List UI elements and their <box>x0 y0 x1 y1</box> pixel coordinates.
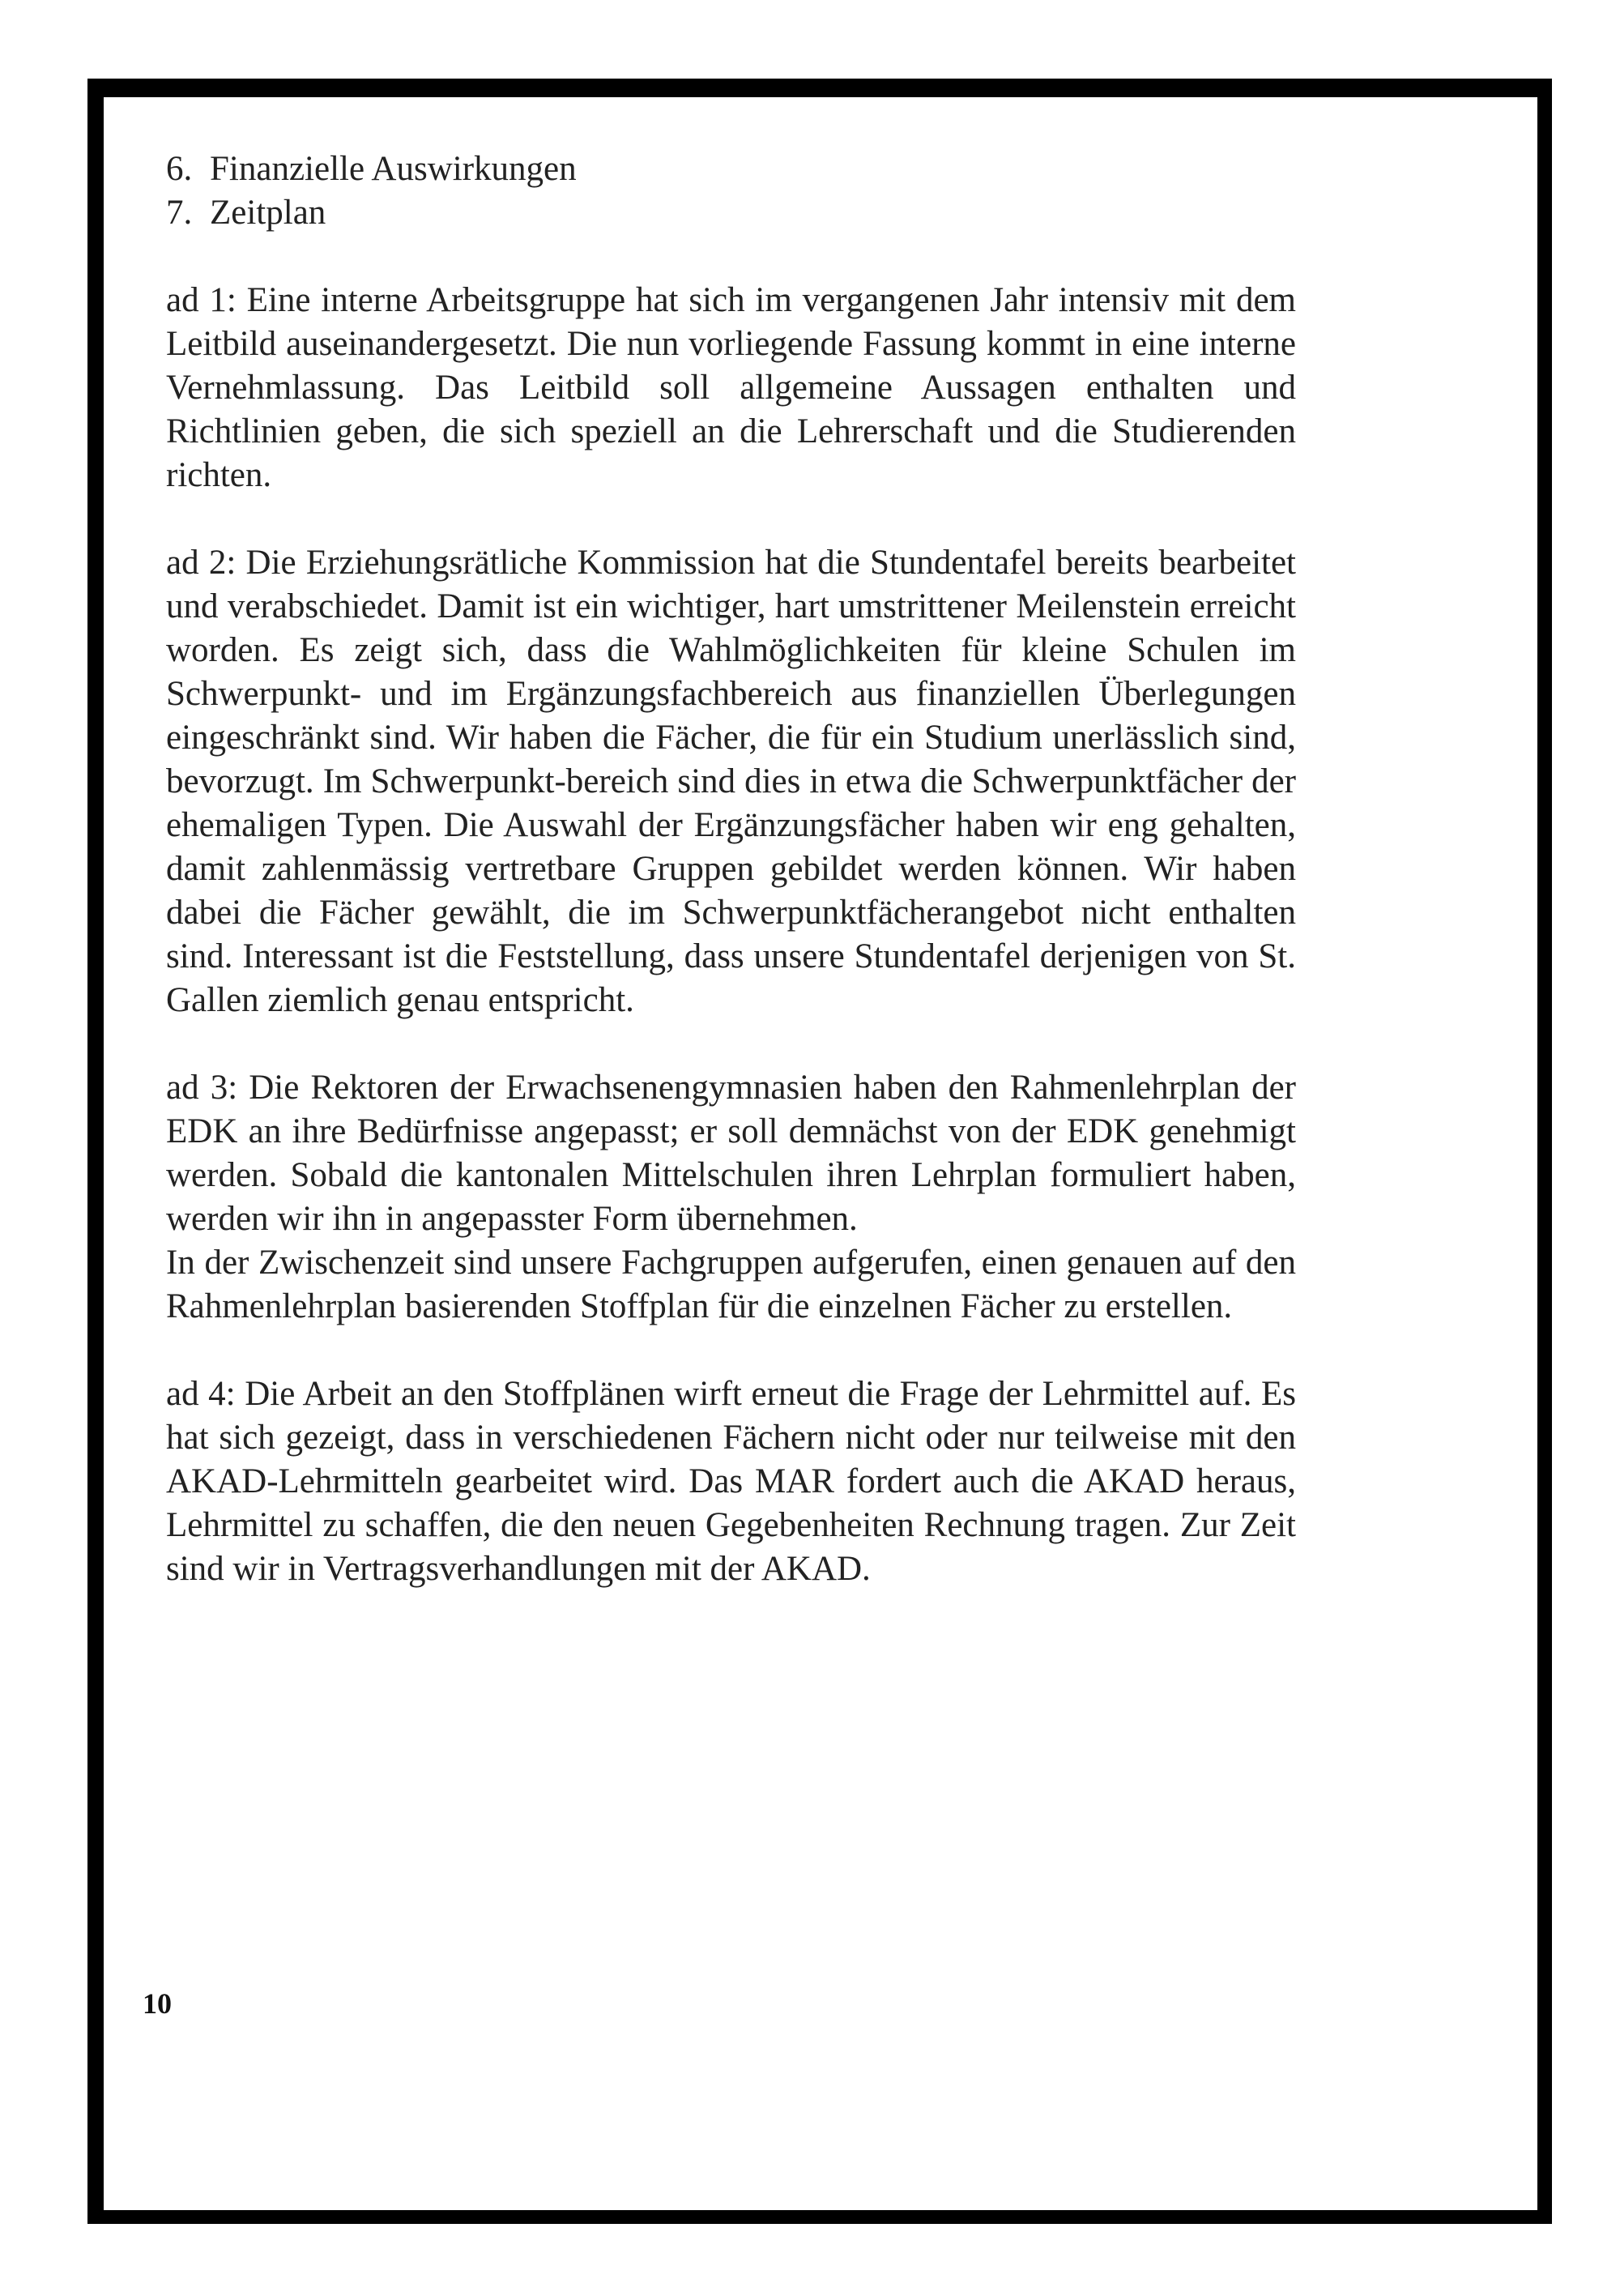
list-label: Zeitplan <box>210 194 326 232</box>
document-body <box>166 147 1296 1591</box>
spacer <box>166 1329 1296 1372</box>
list-item <box>166 191 1296 235</box>
paragraph-ad3-continued: In der Zwischenzeit sind unsere Fachgruppen aufgerufen, einen genauen auf den Rahmenlehrplan basierenden Stoffplan für die einzelnen Fächer zu erstellen. <box>166 1244 1296 1325</box>
spacer <box>166 497 1296 541</box>
list-item <box>166 147 1296 191</box>
agenda-list <box>166 147 1296 235</box>
paragraph-ad3: ad 3: Die Rektoren der Erwachsenengymnasien haben den Rahmenlehrplan der EDK an ihre Bedürfnisse angepasst; er soll demnächst von der EDK genehmigt werden. Sobald die kantonalen Mittelschulen ihren Lehrplan formuliert haben, werden wir ihn in angepasster Form übernehmen. <box>166 1069 1296 1238</box>
paragraph-ad2: ad 2: Die Erziehungsrätliche Kommission hat die Stundentafel bereits bearbeitet und verabschiedet. Damit ist ein wichtiger, hart umstrittener Meilenstein erreicht worden. Es zeigt sich, dass die Wahlmöglichkeiten für kleine Schulen im Schwerpunkt- und im Ergänzungsfachbereich aus finanziellen Überlegungen eingeschränkt sind. Wir haben die Fächer, die für ein Studium unerlässlich sind, bevorzugt. Im Schwerpunkt-bereich sind dies in etwa die Schwerpunktfächer der ehemaligen Typen. Die Auswahl der Ergänzungsfächer haben wir eng gehalten, damit zahlenmässig vertretbare Gruppen gebildet werden können. Wir haben dabei die Fächer gewählt, die im Schwerpunktfächerangebot nicht enthalten sind. Interessant ist die Feststellung, dass unsere Stundentafel derjenigen von St. Gallen ziemlich genau entspricht. <box>166 544 1296 1019</box>
list-label: Finanzielle Auswirkungen <box>210 150 577 188</box>
page-number: 10 <box>143 1987 172 2020</box>
list-number: 6. <box>166 150 193 188</box>
paragraph-ad4: ad 4: Die Arbeit an den Stoffplänen wirft erneut die Frage der Lehrmittel auf. Es hat sich gezeigt, dass in verschiedenen Fächern nicht oder nur teilweise mit den AKAD-Lehrmitteln gearbeitet wird. Das MAR fordert auch die AKAD heraus, Lehrmittel zu schaffen, die den neuen Gegebenheiten Rechnung tragen. Zur Zeit sind wir in Vertragsverhandlungen mit der AKAD. <box>166 1375 1296 1588</box>
list-number: 7. <box>166 194 193 232</box>
spacer <box>166 235 1296 279</box>
paragraph-ad1: ad 1: Eine interne Arbeitsgruppe hat sich im vergangenen Jahr intensiv mit dem Leitbild auseinandergesetzt. Die nun vorliegende Fassung kommt in eine interne Vernehmlassung. Das Leitbild soll allgemeine Aussagen enthalten und Richtlinien geben, die sich speziell an die Lehrerschaft und die Studierenden richten. <box>166 281 1296 494</box>
spacer <box>166 1022 1296 1066</box>
